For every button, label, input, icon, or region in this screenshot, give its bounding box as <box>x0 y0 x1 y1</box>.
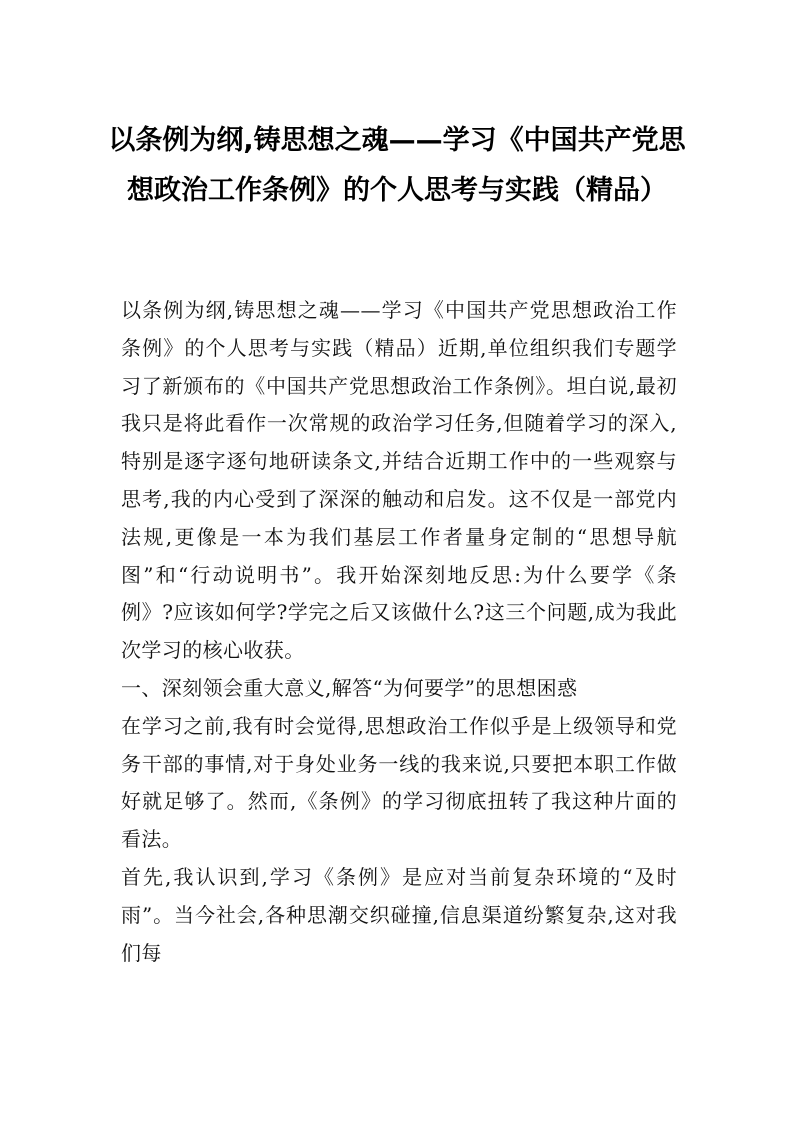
document-title: 以条例为纲,铸思想之魂——学习《中国共产党思想政治工作条例》的个人思考与实践（精品） <box>108 125 686 206</box>
document-body <box>121 292 677 972</box>
paragraph-section-1-b: 首先,我认识到,学习《条例》是应对当前复杂环境的“及时雨”。当今社会,各种思潮交织碰撞,信息渠道纷繁复杂,这对我们每 <box>121 864 677 965</box>
paragraph-intro: 以条例为纲,铸思想之魂——学习《中国共产党思想政治工作条例》的个人思考与实践（精品）近期,单位组织我们专题学习了新颁布的《中国共产党思想政治工作条例》。坦白说,最初我只是将此看作一次常规的政治学习任务,但随着学习的深入,特别是逐字逐句地研读条文,并结合近期工作中的一些观察与思考,我的内心受到了深深的触动和启发。这不仅是一部党内法规,更像是一本为我们基层工作者量身定制的“思想导航图”和“行动说明书”。我开始深刻地反思:为什么要学《条例》?应该如何学?学完之后又该做什么?这三个问题,成为我此次学习的核心收获。 <box>121 298 677 663</box>
paragraph-section-1-a: 在学习之前,我有时会觉得,思想政治工作似乎是上级领导和党务干部的事情,对于身处业务一线的我来说,只要把本职工作做好就足够了。然而,《条例》的学习彻底扭转了我这种片面的看法。 <box>121 713 677 852</box>
section-heading-1: 一、深刻领会重大意义,解答“为何要学”的思想困惑 <box>121 675 578 700</box>
